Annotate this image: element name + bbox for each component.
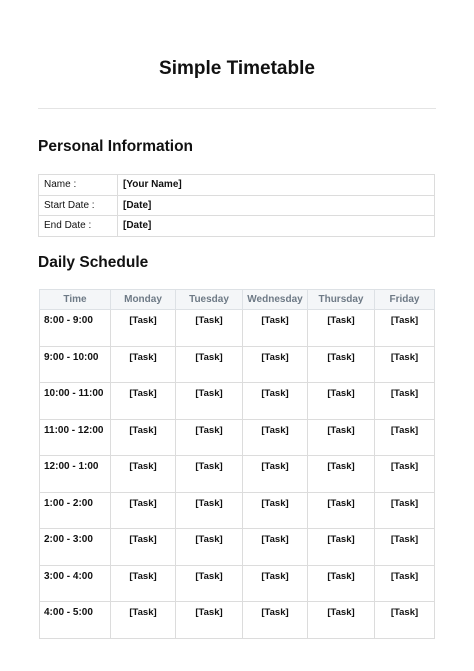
task-cell[interactable]: [Task] — [176, 565, 243, 602]
schedule-row — [40, 383, 435, 420]
time-cell: 10:00 - 11:00 — [40, 383, 111, 420]
task-cell[interactable]: [Task] — [243, 383, 308, 420]
task-cell[interactable]: [Task] — [375, 565, 435, 602]
info-label: Start Date : — [39, 195, 118, 216]
task-cell[interactable]: [Task] — [176, 419, 243, 456]
task-cell[interactable]: [Task] — [111, 565, 176, 602]
info-value[interactable]: [Your Name] — [118, 175, 435, 196]
schedule-row — [40, 310, 435, 347]
schedule-row — [40, 456, 435, 493]
task-cell[interactable]: [Task] — [375, 456, 435, 493]
schedule-header-row — [40, 290, 435, 310]
task-cell[interactable]: [Task] — [308, 383, 375, 420]
task-cell[interactable]: [Task] — [176, 492, 243, 529]
task-cell[interactable]: [Task] — [243, 602, 308, 639]
task-cell[interactable]: [Task] — [308, 492, 375, 529]
column-header: Monday — [111, 290, 176, 310]
column-header: Friday — [375, 290, 435, 310]
task-cell[interactable]: [Task] — [111, 456, 176, 493]
info-label: End Date : — [39, 216, 118, 237]
task-cell[interactable]: [Task] — [111, 346, 176, 383]
column-header: Tuesday — [176, 290, 243, 310]
task-cell[interactable]: [Task] — [176, 456, 243, 493]
title-divider — [38, 108, 436, 109]
task-cell[interactable]: [Task] — [111, 602, 176, 639]
task-cell[interactable]: [Task] — [176, 602, 243, 639]
task-cell[interactable]: [Task] — [111, 492, 176, 529]
time-cell: 9:00 - 10:00 — [40, 346, 111, 383]
info-row-start-date — [39, 195, 435, 216]
task-cell[interactable]: [Task] — [375, 346, 435, 383]
task-cell[interactable]: [Task] — [308, 529, 375, 566]
task-cell[interactable]: [Task] — [308, 419, 375, 456]
task-cell[interactable]: [Task] — [243, 419, 308, 456]
schedule-row — [40, 492, 435, 529]
task-cell[interactable]: [Task] — [243, 346, 308, 383]
task-cell[interactable]: [Task] — [375, 419, 435, 456]
info-value[interactable]: [Date] — [118, 216, 435, 237]
schedule-row — [40, 602, 435, 639]
task-cell[interactable]: [Task] — [375, 602, 435, 639]
daily-schedule-heading: Daily Schedule — [38, 254, 149, 271]
time-cell: 3:00 - 4:00 — [40, 565, 111, 602]
info-value[interactable]: [Date] — [118, 195, 435, 216]
task-cell[interactable]: [Task] — [243, 565, 308, 602]
task-cell[interactable]: [Task] — [308, 310, 375, 347]
time-cell: 4:00 - 5:00 — [40, 602, 111, 639]
time-cell: 12:00 - 1:00 — [40, 456, 111, 493]
time-cell: 2:00 - 3:00 — [40, 529, 111, 566]
time-cell: 11:00 - 12:00 — [40, 419, 111, 456]
info-row-name — [39, 175, 435, 196]
task-cell[interactable]: [Task] — [243, 492, 308, 529]
schedule-row — [40, 529, 435, 566]
column-header: Time — [40, 290, 111, 310]
task-cell[interactable]: [Task] — [308, 565, 375, 602]
task-cell[interactable]: [Task] — [176, 346, 243, 383]
task-cell[interactable]: [Task] — [308, 346, 375, 383]
schedule-table — [39, 289, 435, 639]
schedule-row — [40, 346, 435, 383]
column-header: Wednesday — [243, 290, 308, 310]
page-title: Simple Timetable — [159, 58, 315, 79]
personal-info-table — [38, 174, 435, 237]
task-cell[interactable]: [Task] — [243, 456, 308, 493]
personal-info-heading: Personal Information — [38, 138, 194, 155]
task-cell[interactable]: [Task] — [111, 419, 176, 456]
task-cell[interactable]: [Task] — [375, 492, 435, 529]
time-cell: 8:00 - 9:00 — [40, 310, 111, 347]
info-label: Name : — [39, 175, 118, 196]
schedule-row — [40, 419, 435, 456]
task-cell[interactable]: [Task] — [111, 310, 176, 347]
column-header: Thursday — [308, 290, 375, 310]
task-cell[interactable]: [Task] — [375, 383, 435, 420]
task-cell[interactable]: [Task] — [308, 602, 375, 639]
task-cell[interactable]: [Task] — [375, 310, 435, 347]
task-cell[interactable]: [Task] — [111, 383, 176, 420]
schedule-row — [40, 565, 435, 602]
task-cell[interactable]: [Task] — [111, 529, 176, 566]
time-cell: 1:00 - 2:00 — [40, 492, 111, 529]
task-cell[interactable]: [Task] — [243, 529, 308, 566]
task-cell[interactable]: [Task] — [308, 456, 375, 493]
task-cell[interactable]: [Task] — [176, 383, 243, 420]
task-cell[interactable]: [Task] — [375, 529, 435, 566]
info-row-end-date — [39, 216, 435, 237]
task-cell[interactable]: [Task] — [176, 529, 243, 566]
task-cell[interactable]: [Task] — [243, 310, 308, 347]
task-cell[interactable]: [Task] — [176, 310, 243, 347]
